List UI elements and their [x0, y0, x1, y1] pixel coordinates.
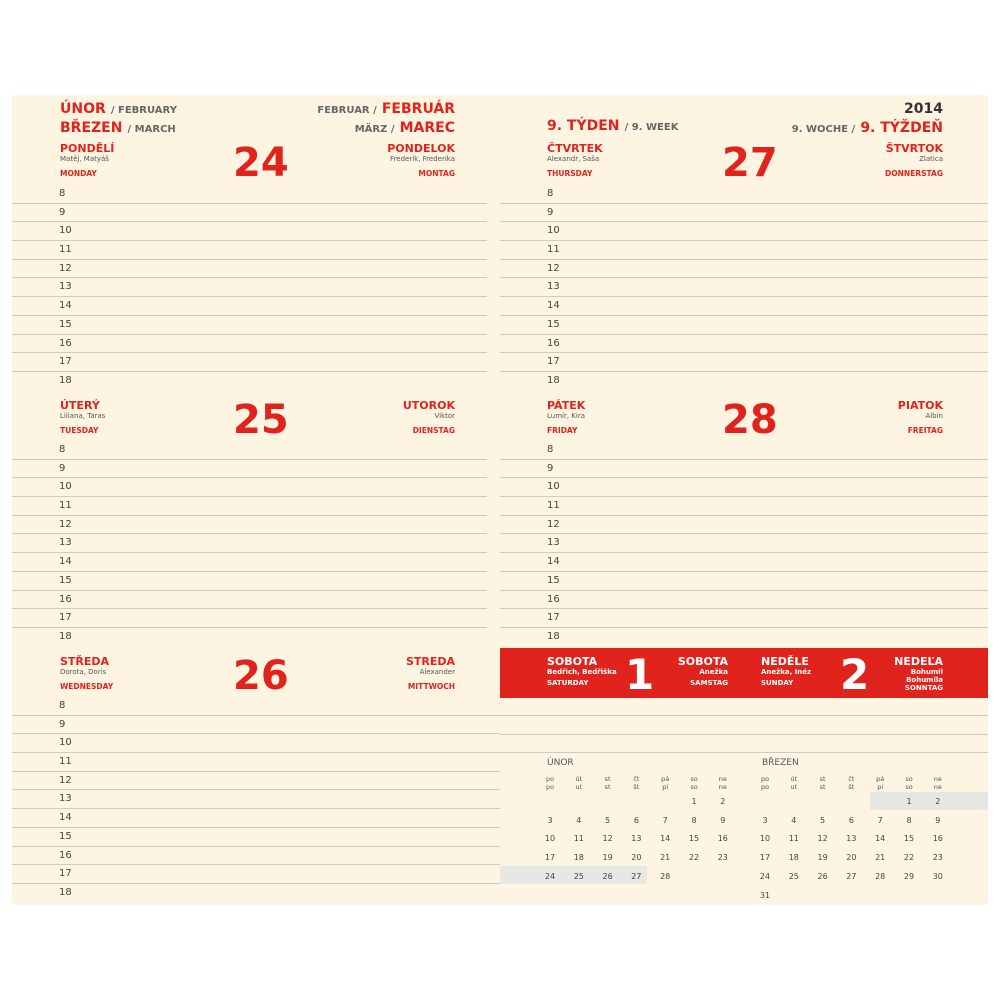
day-block-friday-sk	[898, 399, 943, 435]
hour-row-10[interactable]: 10	[12, 478, 487, 497]
names-sk: Viktor	[434, 412, 455, 420]
hour-row-9[interactable]: 9	[12, 204, 487, 223]
calendar-day[interactable]: 1	[906, 797, 912, 806]
calendar-day[interactable]: 26	[817, 871, 828, 881]
hours-tuesday	[12, 441, 487, 647]
day-name-en: SATURDAY	[547, 679, 589, 687]
names-cz: Dorota, Doris	[60, 668, 107, 676]
hour-row-12[interactable]: 12	[500, 516, 988, 535]
hour-row-16[interactable]: 16	[12, 847, 500, 866]
day-block-tuesday	[60, 399, 105, 435]
day-name-de: MITTWOCH	[407, 682, 455, 691]
hour-row-8[interactable]: 8	[12, 697, 500, 716]
weekday-header: po po	[545, 775, 555, 791]
hour-row-12[interactable]: 12	[500, 260, 988, 279]
hour-row-17[interactable]: 17	[12, 609, 487, 628]
day-name-sk: PIATOK	[897, 399, 943, 412]
calendar-day[interactable]: 12	[817, 834, 828, 844]
calendar-day[interactable]: 17	[544, 853, 556, 863]
day-name-de: FREITAG	[907, 426, 943, 435]
calendar-day[interactable]: 17	[759, 853, 771, 863]
day-number: 28	[722, 397, 778, 443]
day-block-friday	[547, 399, 585, 435]
day-name-sk: NEDEĽA	[894, 655, 943, 668]
weekend-line	[500, 715, 988, 716]
hour-row-10[interactable]: 10	[12, 222, 487, 241]
day-name-de: DIENSTAG	[412, 426, 455, 435]
year: 2014	[904, 101, 943, 117]
day-name-cz: ČTVRTEK	[547, 142, 603, 155]
day-block-tuesday-sk	[403, 399, 455, 435]
hour-row-14[interactable]: 14	[500, 297, 988, 316]
weekend-line	[500, 752, 988, 753]
day-name-cz: ÚTERÝ	[60, 399, 100, 412]
hour-row-15[interactable]: 15	[12, 316, 487, 335]
hour-row-15[interactable]: 15	[12, 828, 500, 847]
day-name-cz: SOBOTA	[547, 655, 598, 668]
calendar-day[interactable]: 31	[759, 890, 771, 900]
names-cz: Anežka, Inéz	[761, 668, 812, 676]
hours-thursday	[500, 185, 988, 391]
names-cz: Lumír, Kira	[547, 412, 586, 420]
hour-row-11[interactable]: 11	[500, 497, 988, 516]
hour-row-11[interactable]: 11	[12, 753, 500, 772]
en-month-feb: / FEBRUARY	[110, 105, 177, 116]
sunday-sk	[894, 655, 943, 693]
names-sk-2: Bohumila	[906, 676, 943, 684]
weekday-header: út ut	[575, 775, 583, 791]
day-block-monday	[60, 142, 114, 178]
calendar-day[interactable]: 9	[935, 815, 941, 825]
hour-row-18[interactable]: 18	[59, 374, 72, 386]
weekday-header: po po	[760, 775, 770, 791]
hour-row-11[interactable]: 11	[12, 497, 487, 516]
calendar-day[interactable]: 11	[573, 834, 584, 844]
hour-row-17[interactable]: 17	[12, 865, 500, 884]
calendar-day[interactable]: 23	[932, 853, 943, 863]
calendar-day[interactable]: 18	[573, 853, 584, 863]
names-sk: Frederik, Frederika	[390, 155, 455, 163]
hour-row-17[interactable]: 17	[500, 353, 988, 372]
de-week: 9. WOCHE /	[791, 124, 856, 135]
day-name-de: DONNERSTAG	[885, 169, 943, 178]
calendar-day[interactable]: 24	[759, 871, 771, 881]
hours-friday	[500, 441, 988, 647]
calendar-day[interactable]: 4	[576, 815, 582, 825]
calendar-day[interactable]: 23	[717, 853, 728, 863]
day-block-monday-sk	[387, 142, 455, 178]
calendar-day[interactable]: 27	[846, 871, 857, 881]
names-cz: Alexandr, Saša	[547, 155, 600, 163]
day-name-en: SUNDAY	[761, 679, 794, 687]
calendar-day[interactable]: 27	[631, 871, 642, 881]
day-name-en: TUESDAY	[60, 426, 99, 435]
day-name-de: SONNTAG	[904, 684, 943, 692]
hour-row-9[interactable]: 9	[12, 716, 500, 735]
calendar-day[interactable]: 8	[906, 815, 912, 825]
mini-calendar-title: ÚNOR	[547, 758, 574, 768]
calendar-day[interactable]: 11	[788, 834, 799, 844]
hour-row-8[interactable]: 8	[12, 185, 487, 204]
day-name-en: WEDNESDAY	[60, 682, 114, 691]
calendar-day[interactable]: 21	[875, 853, 886, 863]
hour-row-11[interactable]: 11	[12, 241, 487, 260]
names-cz: Matěj, Matyáš	[60, 155, 109, 163]
calendar-day[interactable]: 5	[820, 815, 826, 825]
names-sk: Alexander	[419, 668, 455, 676]
calendar-day[interactable]: 21	[660, 853, 671, 863]
names-sk: Bohumil	[910, 668, 943, 676]
hour-row-13[interactable]: 13	[500, 278, 988, 297]
hour-row-10[interactable]: 10	[500, 478, 988, 497]
day-name-sk: STREDA	[405, 655, 455, 668]
weekend-line	[500, 734, 988, 735]
weekday-header: ne ne	[718, 775, 727, 791]
hour-row-16[interactable]: 16	[500, 591, 988, 610]
hours-wednesday	[12, 697, 500, 903]
sk-week: 9. TÝŽDEŇ	[860, 120, 943, 136]
calendar-day[interactable]: 10	[544, 834, 556, 844]
de-month-feb: FEBRUAR /	[317, 105, 377, 116]
calendar-day[interactable]: 14	[875, 834, 886, 844]
calendar-day[interactable]: 1	[691, 797, 697, 806]
hour-row-15[interactable]: 15	[12, 572, 487, 591]
day-name-cz: STŘEDA	[60, 655, 110, 668]
calendar-day[interactable]: 20	[846, 853, 857, 863]
day-name-sk: PONDELOK	[387, 142, 455, 155]
hour-row-16[interactable]: 16	[12, 591, 487, 610]
day-name-en: THURSDAY	[547, 169, 593, 178]
day-name-cz: PÁTEK	[547, 399, 586, 412]
hour-row-12[interactable]: 12	[12, 260, 487, 279]
saturday-sk	[678, 655, 728, 687]
hour-row-16[interactable]: 16	[500, 335, 988, 354]
calendar-day[interactable]: 22	[903, 853, 915, 863]
calendar-day[interactable]: 15	[688, 834, 700, 844]
calendar-day[interactable]: 10	[759, 834, 771, 844]
en-week: / 9. WEEK	[624, 122, 679, 133]
calendar-day[interactable]: 9	[720, 815, 726, 825]
calendar-day[interactable]: 14	[660, 834, 671, 844]
hour-row-17[interactable]: 17	[12, 353, 487, 372]
hour-row-10[interactable]: 10	[500, 222, 988, 241]
day-name-en: MONDAY	[60, 169, 97, 178]
hour-row-8[interactable]: 8	[12, 441, 487, 460]
day-number: 2	[840, 650, 870, 699]
hour-row-14[interactable]: 14	[12, 553, 487, 572]
hour-row-17[interactable]: 17	[500, 609, 988, 628]
weekday-header: pá pi	[661, 775, 670, 791]
cz-month-mar: BŘEZEN	[60, 120, 123, 136]
hour-row-18[interactable]: 18	[59, 630, 72, 642]
calendar-day[interactable]: 7	[877, 815, 883, 825]
names-sk: Albín	[925, 412, 943, 420]
cz-week: 9. TÝDEN	[547, 118, 620, 134]
hour-row-15[interactable]: 15	[500, 316, 988, 335]
day-name-sk: ŠTVRTOK	[885, 142, 943, 155]
weekday-header: út ut	[790, 775, 798, 791]
calendar-day[interactable]: 25	[573, 871, 584, 881]
calendar-day[interactable]: 12	[602, 834, 613, 844]
saturday-cz	[547, 655, 617, 687]
weekday-header: ne ne	[933, 775, 942, 791]
names-cz: Bedřich, Bedřiška	[547, 668, 617, 676]
calendar-day[interactable]: 7	[662, 815, 668, 825]
calendar-day[interactable]: 19	[817, 853, 828, 863]
day-name-cz: NEDĚLE	[761, 655, 809, 668]
hour-row-12[interactable]: 12	[12, 516, 487, 535]
day-block-wednesday	[60, 655, 113, 691]
hour-row-11[interactable]: 11	[500, 241, 988, 260]
hour-row-13[interactable]: 13	[12, 534, 487, 553]
calendar-day[interactable]: 4	[791, 815, 797, 825]
calendar-day[interactable]: 13	[846, 834, 857, 844]
hour-row-10[interactable]: 10	[12, 734, 500, 753]
weekday-header: st st	[604, 775, 611, 791]
names-sk: Zlatica	[919, 155, 943, 163]
month-header-right	[317, 98, 455, 136]
calendar-day[interactable]: 3	[547, 815, 553, 825]
weekday-header: st st	[819, 775, 826, 791]
calendar-day[interactable]: 2	[720, 797, 726, 806]
names-cz: Liliana, Taras	[60, 412, 106, 420]
sk-month-feb: FEBRUÁR	[381, 101, 455, 117]
calendar-day[interactable]: 28	[875, 871, 886, 881]
calendar-day[interactable]: 24	[544, 871, 556, 881]
hour-row-16[interactable]: 16	[12, 335, 487, 354]
weekday-header: so so	[690, 775, 698, 791]
hours-monday	[12, 185, 487, 391]
hour-row-14[interactable]: 14	[12, 809, 500, 828]
hour-row-8[interactable]: 8	[500, 441, 988, 460]
calendar-day[interactable]: 29	[903, 871, 915, 881]
hour-row-14[interactable]: 14	[500, 553, 988, 572]
day-number: 25	[233, 397, 289, 443]
calendar-day[interactable]: 30	[932, 871, 943, 881]
day-block-wednesday-sk	[406, 655, 455, 691]
calendar-day[interactable]: 3	[762, 815, 768, 825]
weekday-header: so so	[905, 775, 913, 791]
mini-calendar-title: BŘEZEN	[762, 758, 799, 768]
week-header-left	[547, 115, 678, 134]
calendar-day[interactable]: 8	[691, 815, 697, 825]
calendar-day[interactable]: 25	[788, 871, 799, 881]
calendar-day[interactable]: 19	[602, 853, 613, 863]
calendar-day[interactable]: 28	[660, 871, 671, 881]
day-name-de: MONTAG	[418, 169, 455, 178]
hour-row-13[interactable]: 13	[12, 790, 500, 809]
day-name-en: FRIDAY	[547, 426, 578, 435]
hour-row-8[interactable]: 8	[500, 185, 988, 204]
calendar-day[interactable]: 6	[848, 815, 854, 825]
de-month-mar: MÄRZ /	[354, 124, 395, 135]
hour-row-18[interactable]: 18	[547, 374, 560, 386]
calendar-day[interactable]: 18	[788, 853, 799, 863]
sunday-cz	[761, 655, 811, 687]
day-name-de: SAMSTAG	[690, 679, 728, 687]
hour-row-9[interactable]: 9	[500, 460, 988, 479]
calendar-day[interactable]: 22	[688, 853, 700, 863]
hour-row-12[interactable]: 12	[12, 772, 500, 791]
hour-row-18[interactable]: 18	[547, 630, 560, 642]
day-name-cz: PONDĚLÍ	[60, 142, 115, 155]
sk-month-mar: MAREC	[399, 120, 455, 136]
weekday-header: čt št	[848, 775, 855, 791]
hour-row-18[interactable]: 18	[59, 886, 72, 898]
day-number: 1	[625, 650, 655, 699]
calendar-day[interactable]: 16	[717, 834, 728, 844]
hour-row-13[interactable]: 13	[500, 534, 988, 553]
calendar-day[interactable]: 6	[633, 815, 639, 825]
calendar-day[interactable]: 20	[631, 853, 642, 863]
day-block-thursday	[547, 142, 603, 178]
hour-row-9[interactable]: 9	[500, 204, 988, 223]
day-number: 26	[233, 653, 289, 699]
day-name-sk: SOBOTA	[677, 655, 728, 668]
week-header-right	[792, 98, 943, 136]
weekday-header: čt št	[633, 775, 640, 791]
names-sk: Anežka	[699, 668, 728, 676]
calendar-day[interactable]: 16	[932, 834, 943, 844]
day-block-thursday-sk	[885, 142, 943, 178]
hour-row-14[interactable]: 14	[12, 297, 487, 316]
cz-month-feb: ÚNOR	[60, 101, 106, 117]
calendar-day[interactable]: 26	[602, 871, 613, 881]
day-name-sk: UTOROK	[402, 399, 455, 412]
calendar-day[interactable]: 5	[605, 815, 611, 825]
month-header-left	[60, 98, 177, 136]
day-number: 24	[233, 140, 289, 186]
calendar-day[interactable]: 2	[935, 797, 941, 806]
hour-row-9[interactable]: 9	[12, 460, 487, 479]
calendar-day[interactable]: 13	[631, 834, 642, 844]
day-number: 27	[722, 140, 778, 186]
hour-row-15[interactable]: 15	[500, 572, 988, 591]
hour-row-13[interactable]: 13	[12, 278, 487, 297]
en-month-mar: / MARCH	[127, 124, 176, 135]
weekday-header: pá pi	[876, 775, 885, 791]
calendar-day[interactable]: 15	[903, 834, 915, 844]
